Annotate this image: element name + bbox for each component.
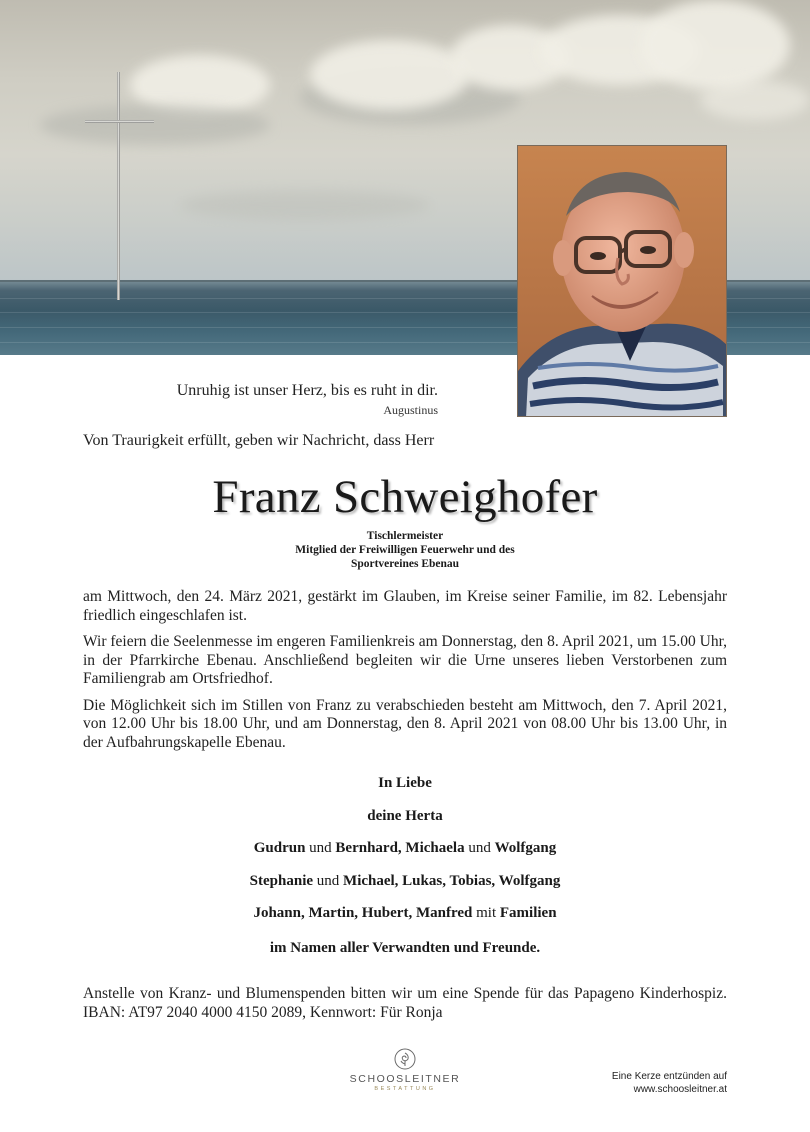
title-line: Mitglied der Freiwilligen Feuerwehr und des — [295, 544, 515, 556]
candle-text: Eine Kerze entzünden auf — [611, 1071, 727, 1082]
quote-block — [177, 382, 438, 418]
signature-text: In Liebe — [378, 775, 432, 791]
connector-word: und — [316, 873, 340, 889]
family-names: Johann, Martin, Hubert, Manfred — [253, 905, 473, 921]
portrait-illustration — [518, 146, 727, 417]
family-names: Michael, Lukas, Tobias, Wolfgang — [343, 873, 561, 889]
deceased-name: Franz Schweighofer — [212, 471, 598, 523]
cloud — [40, 105, 270, 145]
title-line: Sportvereines Ebenau — [350, 558, 460, 570]
cross-icon-bar — [85, 120, 154, 123]
family-names: Wolfgang — [494, 840, 557, 856]
title-line: Tischlermeister — [366, 530, 444, 542]
family-names: Familien — [499, 905, 557, 921]
cross-icon — [117, 72, 120, 300]
signature-line — [0, 808, 810, 825]
family-names: Stephanie — [249, 873, 314, 889]
website-link[interactable]: www.schoosleitner.at — [633, 1084, 727, 1095]
logo-name: SCHOOSLEITNER — [349, 1073, 461, 1085]
signature-line — [0, 840, 810, 857]
rose-icon — [394, 1048, 416, 1070]
cloud — [310, 40, 470, 110]
portrait-photo — [517, 145, 727, 417]
cloud — [640, 0, 790, 90]
intro-text: Von Traurigkeit erfüllt, geben wir Nachricht, dass Herr — [83, 432, 435, 449]
quote-author: Augustinus — [383, 403, 438, 417]
family-names: Bernhard, Michaela — [335, 840, 465, 856]
paragraph-farewell: Die Möglichkeit sich im Stillen von Franz zu verabschieden besteht am Mittwoch, den 7. April 2021, von 12.00 Uhr bis 18.00 Uhr, und am Donnerstag, den 8. April 2021 von 08.00 Uhr bis 13.00 Uhr, in der Aufbahrungskapelle Ebenau. — [83, 696, 727, 751]
signature-text: deine Herta — [367, 808, 443, 824]
signature-line — [0, 905, 810, 922]
signature-line — [0, 940, 810, 957]
deceased-titles — [0, 529, 810, 571]
announcement-body — [83, 588, 727, 760]
funeral-home-logo — [340, 1048, 470, 1092]
paragraph-passing: am Mittwoch, den 24. März 2021, gestärkt im Glauben, im Kreise seiner Familie, im 82. Lebensjahr friedlich eingeschlafen ist. — [83, 588, 727, 624]
signature-text: im Namen aller Verwandten und Freunde. — [269, 940, 541, 956]
family-names: Gudrun — [253, 840, 306, 856]
cloud — [180, 190, 430, 220]
paragraph-funeral: Wir feiern die Seelenmesse im engeren Familienkreis am Donnerstag, den 8. April 2021, um 15.00 Uhr, in der Pfarrkirche Ebenau. Anschließend begleiten wir die Urne unseres lieben Verstorbenen zum Familiengrab am Ortsfriedhof. — [83, 633, 727, 687]
quote-text: Unruhig ist unser Herz, bis es ruht in dir. — [176, 382, 438, 399]
cloud — [700, 80, 810, 120]
connector-word: und — [468, 840, 491, 856]
signature-line — [0, 775, 810, 792]
candle-note — [612, 1070, 727, 1096]
connector-word: mit — [476, 905, 497, 921]
connector-word: und — [309, 840, 332, 856]
donation-note: Anstelle von Kranz- und Blumenspenden bitten wir um eine Spende für das Papageno Kinderhospiz. IBAN: AT97 2040 4000 4150 2089, Kennwort: Für Ronja — [83, 985, 727, 1021]
signature-line — [0, 873, 810, 890]
logo-subtitle: BESTATTUNG — [374, 1086, 436, 1092]
